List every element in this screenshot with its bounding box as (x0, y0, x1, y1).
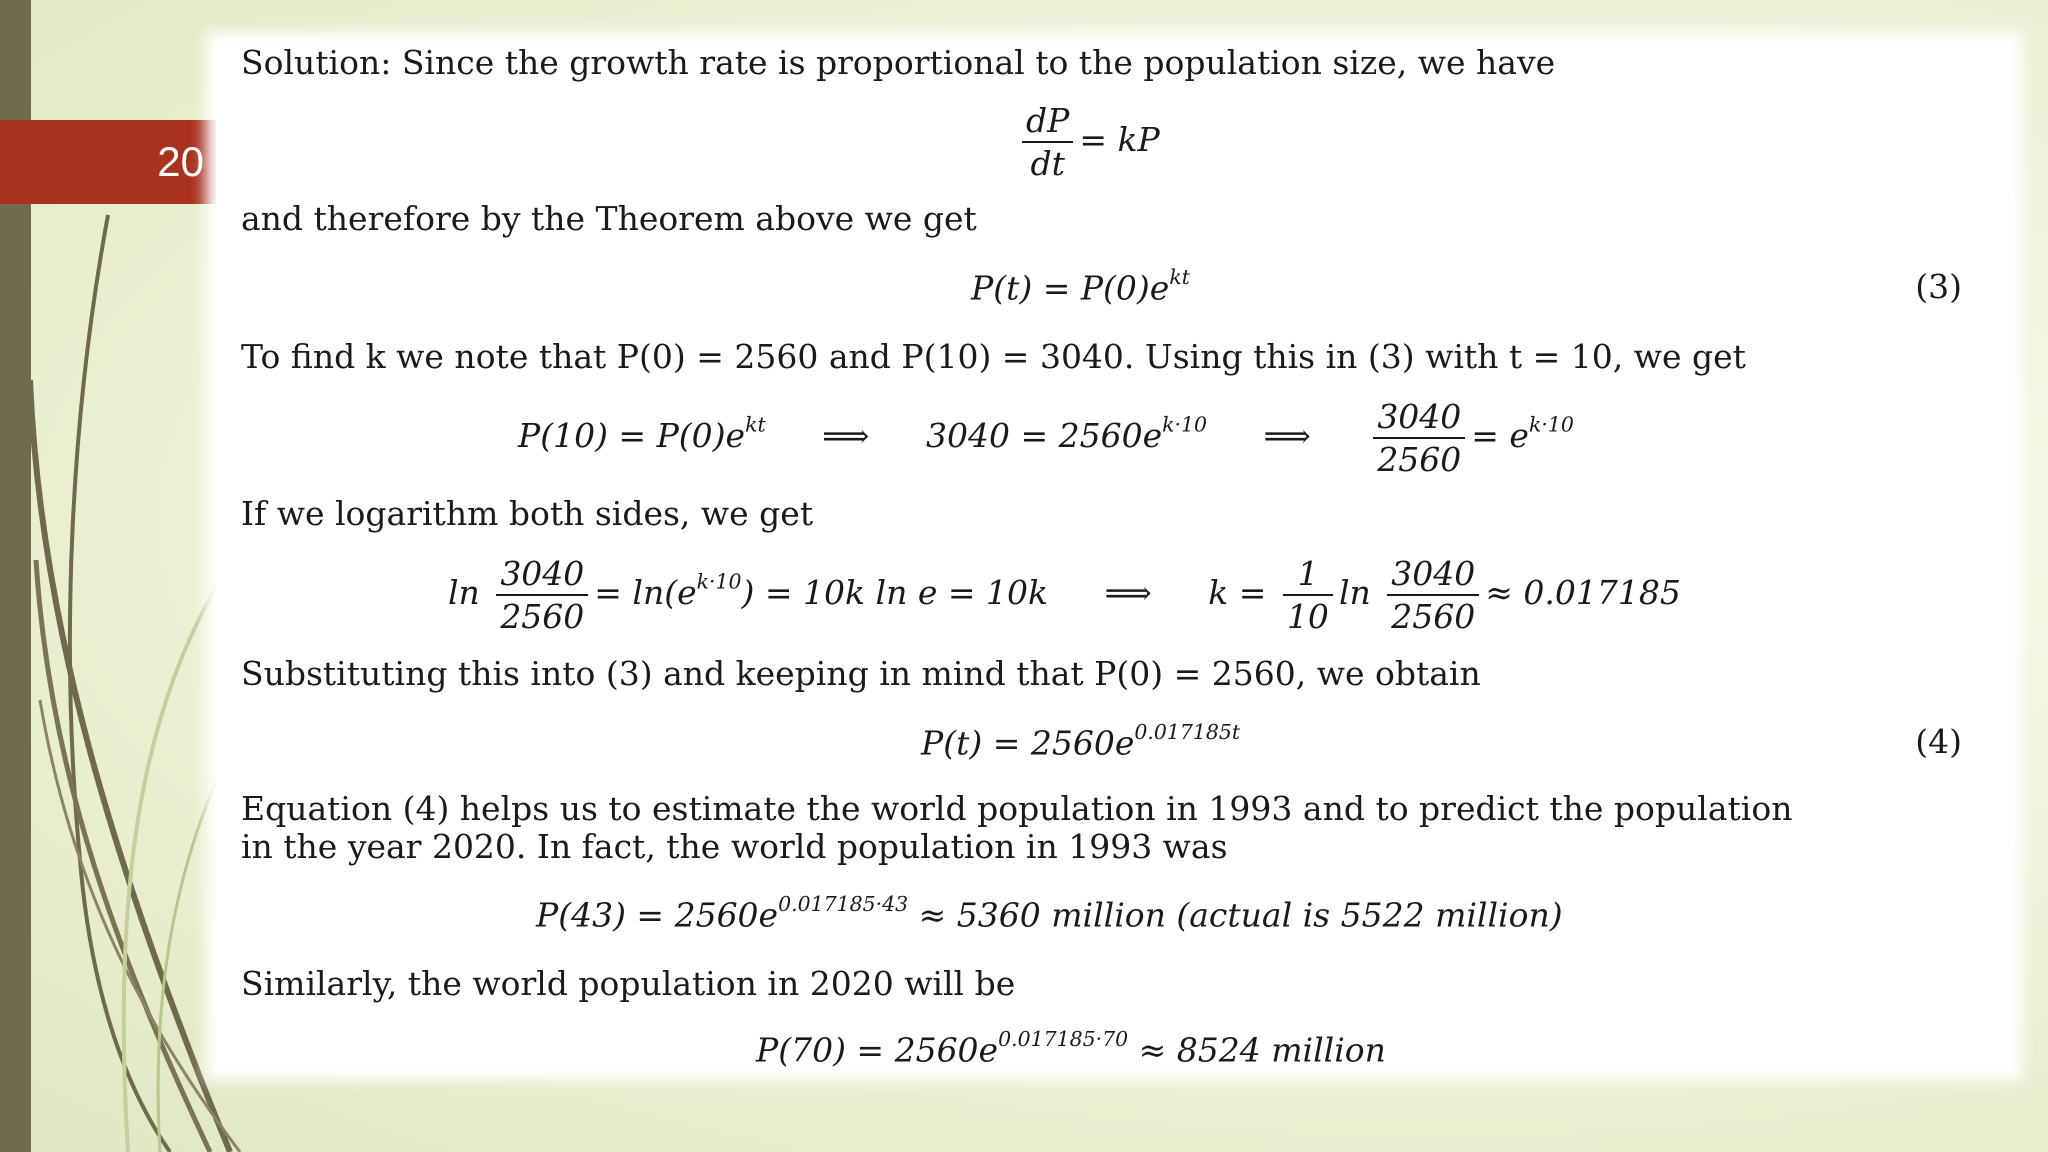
text-line: To find k we note that P(0) = 2560 and P(10) = 3040. Using this in (3) with t = 10, we get (241, 337, 1746, 376)
fraction: $\frac{3040}{2560}$ (1387, 557, 1479, 633)
equation-tag: (4) (1915, 722, 1962, 761)
slide-number: 20 (0, 120, 224, 204)
equation-1993: $P(43) = 2560e^{0.017185\cdot 43} \approx 5360$ million (actual is 5522 million) (536, 892, 1563, 935)
fraction: $\frac{3040}{2560}$ (1373, 400, 1465, 476)
text-line: If we logarithm both sides, we get (241, 494, 814, 533)
fraction: $\frac{dP}{dt}$ (1022, 104, 1073, 180)
text-line: Substituting this into (3) and keeping in mind that P(0) = 2560, we obtain (241, 654, 1481, 693)
equation-dp-dt: $\frac{dP}{dt}$ = kP (1016, 104, 1160, 180)
equation-2020: $P(70) = 2560e^{0.017185\cdot 70} \approx 8524$ million (756, 1027, 1386, 1070)
text-line: and therefore by the Theorem above we get (241, 199, 977, 238)
fraction: $\frac{3040}{2560}$ (496, 557, 588, 633)
equation-4: $P(t) = 2560e^{0.017185t}$ (921, 720, 1241, 763)
equation-3: $P(t) = P(0)e^{kt}$ (971, 265, 1190, 308)
text-line: in the year 2020. In fact, the world population in 1993 was (241, 827, 1228, 866)
text-line: Similarly, the world population in 2020 will be (241, 964, 1016, 1003)
fraction: $\frac{1}{10}$ (1283, 557, 1333, 633)
text-line: Solution: Since the growth rate is proportional to the population size, we have (241, 43, 1556, 82)
text-line: Equation (4) helps us to estimate the world population in 1993 and to predict the population (241, 789, 1793, 828)
equation-tag: (3) (1915, 267, 1962, 306)
equation-chain-1: $P(10) = P(0)e^{kt}$ ⟹ $3040 = 2560e^{k\cdot 10}$ ⟹ $\frac{3040}{2560}$ = $e^{k\cdot 10}$ (518, 397, 1574, 479)
content-card (216, 42, 2012, 1070)
equation-chain-2: ln $\frac{3040}{2560}$ = $\ln(e^{k\cdot 10}) = 10k$ ln e = 10k ⟹ k = $\frac{1}{10}$ ln $\frac{3040}{2560}$ ≈ 0.017185 (448, 554, 1681, 636)
